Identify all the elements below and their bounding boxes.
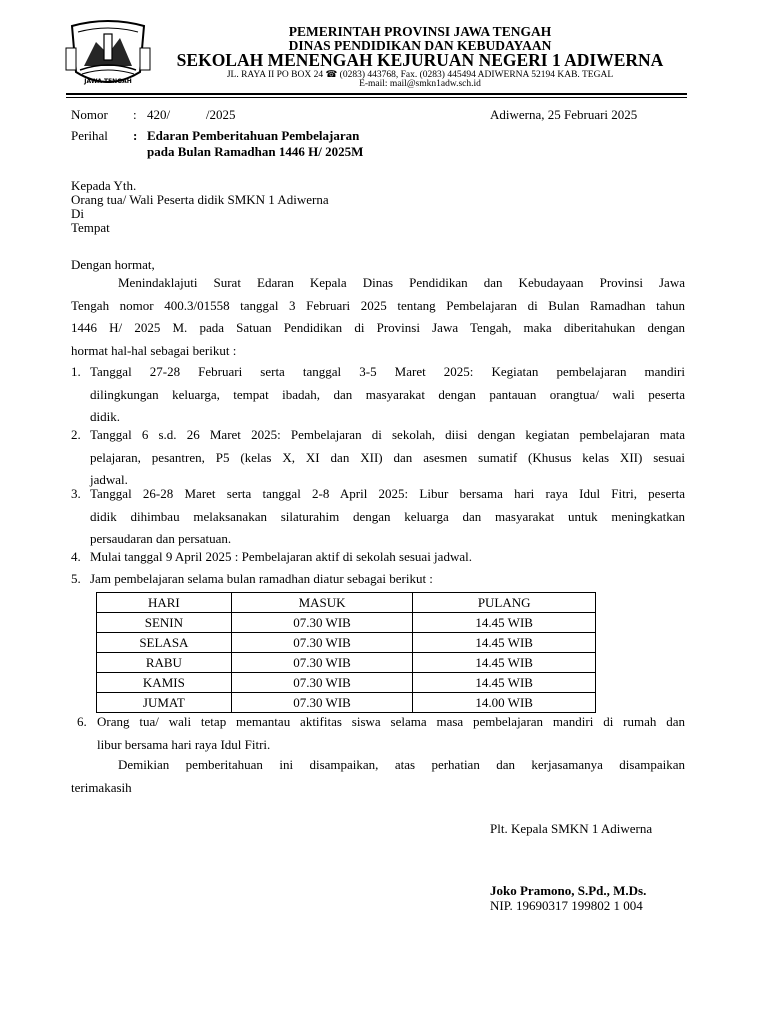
list-number: 3. (71, 486, 81, 501)
list-item-line: Tanggal 27-28 Februari serta tanggal 3-5 Maret 2025: Kegiatan pembelajaran mandiri (90, 364, 685, 379)
perihal-subject-line1: Edaran Pemberitahuan Pembelajaran (147, 128, 360, 143)
table-cell: RABU (97, 653, 232, 673)
letterhead-rule-thick (66, 93, 687, 95)
table-cell: KAMIS (97, 673, 232, 693)
recipient-line: Di (71, 206, 84, 221)
table-cell: 14.45 WIB (413, 653, 596, 673)
closing-line: Demikian pemberitahuan ini disampaikan, atas perhatian dan kerjasamanya disampaikan (118, 757, 685, 772)
intro-line: 1446 H/ 2025 M. pada Satuan Pendidikan di Provinsi Jawa Tengah, maka diberitahukan dengan (71, 320, 685, 335)
perihal-separator: : (133, 128, 138, 143)
table-cell: 07.30 WIB (231, 613, 413, 633)
list-item-1 (90, 361, 685, 429)
closing-paragraph (71, 754, 685, 799)
table-cell: 14.45 WIB (413, 673, 596, 693)
greeting: Dengan hormat, (71, 257, 155, 272)
table-cell: 07.30 WIB (231, 633, 413, 653)
table-cell: JUMAT (97, 693, 232, 713)
list-item-3 (90, 483, 685, 551)
table-header-row (97, 593, 596, 613)
recipient-line: Kepada Yth. (71, 178, 137, 193)
nomor-value: 420/ /2025 (147, 107, 236, 122)
department-heading: DINAS PENDIDIKAN DAN KEBUDAYAAN (288, 38, 552, 53)
school-name: SEKOLAH MENENGAH KEJURUAN NEGERI 1 ADIWERNA (176, 50, 664, 70)
perihal-label: Perihal (71, 128, 108, 143)
table-row (97, 613, 596, 633)
table-row (97, 633, 596, 653)
list-item-line: persaudaran dan persatuan. (90, 531, 232, 546)
list-item-line: Tanggal 6 s.d. 26 Maret 2025: Pembelajaran di sekolah, diisi dengan kegiatan pembelajaran mata (90, 427, 685, 442)
province-emblem-logo (62, 20, 154, 92)
closing-line: terimakasih (71, 779, 132, 795)
intro-line: hormat hal-hal sebagai berikut : (71, 342, 237, 358)
list-item-line: dilingkungan keluarga, tempat ibadah, dan masyarakat dengan pantauan orangtua/ wali peserta (90, 386, 685, 402)
list-item-line: didik dihimbau melaksanakan silaturahim dengan keluarga dan masyarakat untuk meningkatkan (90, 508, 685, 524)
school-email: E-mail: mail@smkn1adw.sch.id (359, 79, 481, 89)
list-number: 6. (77, 714, 87, 729)
table-cell: 14.45 WIB (413, 613, 596, 633)
nomor-label: Nomor (71, 107, 108, 122)
signer-name: Joko Pramono, S.Pd., M.Ds. (490, 883, 647, 898)
list-item-2 (90, 424, 685, 492)
table-row (97, 653, 596, 673)
recipient-line: Tempat (71, 220, 110, 235)
intro-line: Tengah nomor 400.3/01558 tanggal 3 Februari 2025 tentang Pembelajaran di Bulan Ramadhan tahun (71, 297, 685, 313)
list-item-line: didik. (90, 409, 120, 424)
table-cell: SENIN (97, 613, 232, 633)
table-header-cell: MASUK (231, 593, 413, 613)
table-row (97, 693, 596, 713)
logo-text: JAWA TENGAH (84, 78, 132, 85)
table-header-cell: PULANG (413, 593, 596, 613)
list-number: 2. (71, 427, 81, 442)
table-header-cell: HARI (97, 593, 232, 613)
letter-date: Adiwerna, 25 Februari 2025 (490, 107, 638, 122)
recipient-line: Orang tua/ Wali Peserta didik SMKN 1 Adiwerna (71, 192, 329, 207)
list-item-4: Mulai tanggal 9 April 2025 : Pembelajaran aktif di sekolah sesuai jadwal. (90, 549, 472, 564)
table-cell: 14.00 WIB (413, 693, 596, 713)
list-item-line: jadwal. (90, 472, 128, 487)
schedule-table (96, 592, 596, 713)
list-number: 4. (71, 549, 81, 564)
intro-paragraph (71, 272, 685, 362)
table-cell: 07.30 WIB (231, 673, 413, 693)
table-row (97, 673, 596, 693)
table-cell: 14.45 WIB (413, 633, 596, 653)
letterhead-rule-thin (66, 97, 687, 98)
nomor-separator: : (133, 107, 137, 122)
list-item-6 (97, 711, 685, 756)
government-heading: PEMERINTAH PROVINSI JAWA TENGAH (288, 24, 552, 39)
table-cell: 07.30 WIB (231, 693, 413, 713)
table-cell: SELASA (97, 633, 232, 653)
list-item-line: pelajaran, pesantren, P5 (kelas X, XI dan XII) dan asesmen sumatif (Khusus kelas XII) sesuai (90, 449, 685, 465)
school-address: JL. RAYA II PO BOX 24 ☎ (0283) 443768, Fax. (0283) 445494 ADIWERNA 52194 KAB. TEGAL (226, 70, 614, 80)
list-number: 5. (71, 571, 81, 586)
table-cell: 07.30 WIB (231, 653, 413, 673)
signer-title: Plt. Kepala SMKN 1 Adiwerna (490, 821, 653, 836)
perihal-subject-line2: pada Bulan Ramadhan 1446 H/ 2025M (147, 144, 364, 159)
signer-nip: NIP. 19690317 199802 1 004 (490, 898, 643, 913)
list-item-5: Jam pembelajaran selama bulan ramadhan diatur sebagai berikut : (90, 571, 433, 586)
list-number: 1. (71, 364, 81, 379)
list-item-line: libur bersama hari raya Idul Fitri. (97, 736, 271, 752)
intro-line: Menindaklajuti Surat Edaran Kepala Dinas Pendidikan dan Kebudayaan Provinsi Jawa (118, 275, 685, 290)
list-item-line: Orang tua/ wali tetap memantau aktifitas siswa selama masa pembelajaran mandiri di rumah dan (97, 714, 685, 729)
list-item-line: Tanggal 26-28 Maret serta tanggal 2-8 April 2025: Libur bersama hari raya Idul Fitri, peserta (90, 486, 685, 501)
